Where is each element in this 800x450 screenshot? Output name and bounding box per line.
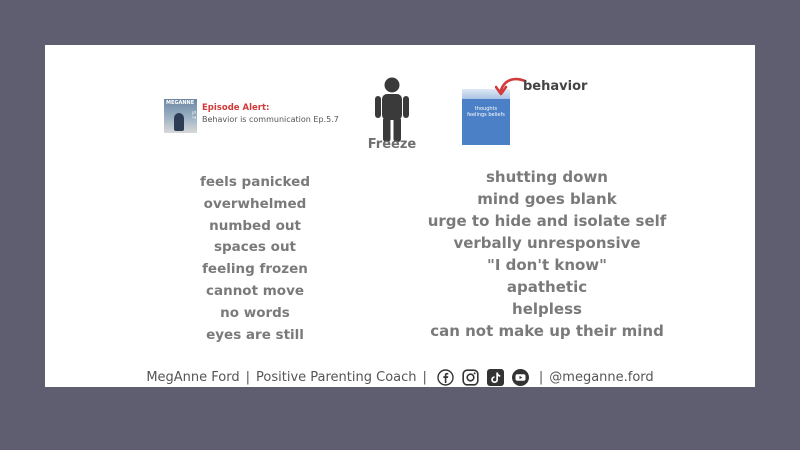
facebook-icon[interactable]	[437, 369, 454, 386]
footer-separator: |	[422, 369, 427, 385]
list-item: numbed out	[209, 217, 301, 234]
list-item: shutting down	[486, 168, 608, 186]
list-item: overwhelmed	[203, 195, 307, 212]
list-item: feels panicked	[200, 174, 310, 190]
list-item: "I don't know"	[487, 256, 607, 274]
thumb-figure-icon	[174, 113, 184, 131]
youtube-icon[interactable]	[512, 369, 529, 386]
list-item: helpless	[512, 300, 582, 318]
episode-alert-title: Episode Alert:	[202, 103, 270, 113]
list-item: apathetic	[506, 278, 588, 296]
feelings-list	[185, 172, 325, 346]
behaviors-list	[407, 166, 687, 342]
list-item: eyes are still	[206, 326, 304, 343]
footer-separator: |	[538, 369, 544, 385]
list-item: no words	[220, 304, 290, 321]
episode-alert[interactable]	[202, 103, 339, 125]
footer-name: MegAnne Ford	[146, 369, 240, 385]
episode-alert-subtitle: Behavior is communication Ep.5.7	[202, 115, 339, 124]
list-item: can not make up their mind	[430, 322, 664, 340]
list-item: urge to hide and isolate self	[427, 212, 667, 230]
tiktok-icon[interactable]	[487, 369, 504, 386]
episode-thumb-number: 5.7	[190, 111, 196, 119]
episode-thumbnail[interactable]	[164, 99, 197, 133]
footer-separator: |	[245, 369, 251, 385]
list-item: cannot move	[205, 282, 305, 299]
list-item: mind goes blank	[477, 190, 617, 208]
person-icon	[373, 77, 411, 143]
episode-thumb-title: MEGANNE	[166, 100, 195, 106]
list-item: verbally unresponsive	[453, 234, 641, 252]
list-item: spaces out	[213, 239, 297, 256]
state-label: Freeze	[367, 137, 417, 152]
iceberg-box	[462, 89, 510, 145]
footer-handle[interactable]: @meganne.ford	[549, 369, 654, 385]
instagram-icon[interactable]	[462, 369, 479, 386]
footer	[45, 365, 755, 389]
content-card	[45, 45, 755, 387]
box-lines: thoughts feelings beliefs	[467, 106, 505, 118]
behavior-label: behavior	[523, 79, 588, 94]
footer-role: Positive Parenting Coach	[256, 369, 417, 385]
list-item: feeling frozen	[202, 261, 308, 278]
